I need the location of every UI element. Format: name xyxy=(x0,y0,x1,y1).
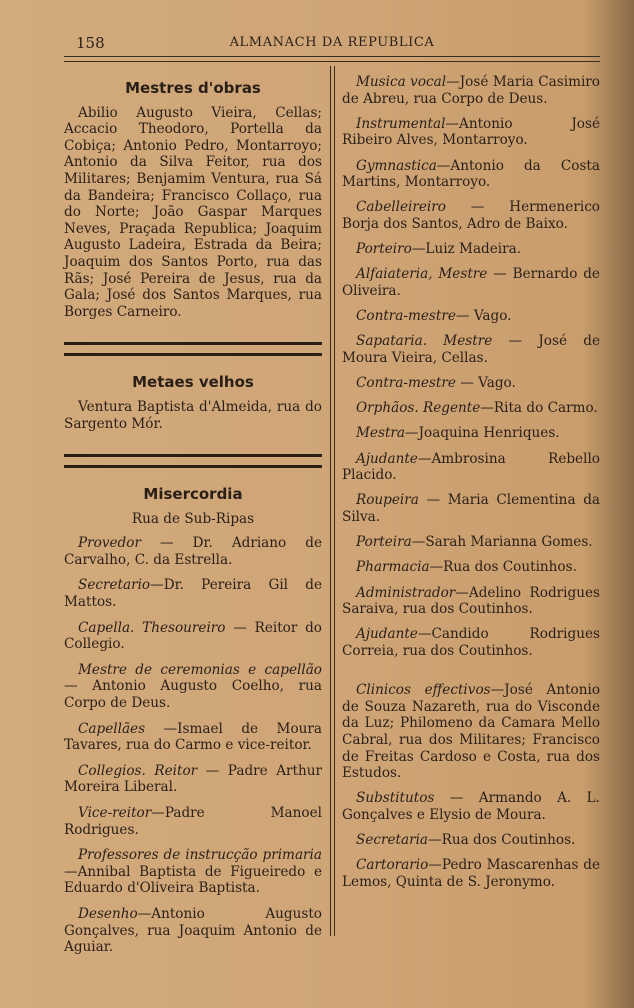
entry xyxy=(342,585,600,618)
entry-text: —Joaquina Henriques. xyxy=(405,425,560,442)
entry-role: Ajudante xyxy=(356,450,418,467)
entry-role: Substitutos xyxy=(356,790,435,807)
entry xyxy=(342,158,600,191)
section-separator xyxy=(64,342,322,356)
mestres-list: Abilio Augusto Vieira, Cellas; Accacio Theodoro, Portella da Cobiça; Antonio Pedro, Montarroyo; Antonio da Silva Feitor, rua dos Militares; Benjamim Ventura, rua Sá da Bandeira; Francisco Collaço, rua do Norte; João Gaspar Marques Neves, Praçada Republica; Joaquim Augusto Ladeira, Estrada da Beira; Joaquim dos Santos Porto, rua das Rãs; José Pereira de Jesus, rua da Gala; José dos Santos Marques, rua Borges Carneiro. xyxy=(64,104,322,320)
entry-role: Pharmacia xyxy=(356,559,430,576)
entry-text: —Ambrosina Rebello Placido. xyxy=(342,450,600,484)
entry-role: Administrador xyxy=(356,584,456,601)
entry xyxy=(64,535,322,568)
entry xyxy=(64,620,322,653)
section-heading-mestres: Mestres d'obras xyxy=(125,79,261,97)
entry-role: Desenho xyxy=(78,905,138,922)
entry-text: —Luiz Madeira. xyxy=(411,241,522,258)
entry-text: —José Antonio de Souza Nazareth, rua do Visconde da Luz; Philomeno da Camara Mello Cabral, rua dos Militares; Francisco de Freitas Cardoso e Costa, rua dos Estudos. xyxy=(342,682,601,782)
section-heading-metaes: Metaes velhos xyxy=(132,373,254,392)
entry-text: —Rua dos Coutinhos. xyxy=(428,832,576,849)
entry xyxy=(342,199,600,232)
entry-text: —Rua dos Coutinhos. xyxy=(429,559,577,576)
entry-role: Mestra xyxy=(356,425,406,442)
entry-role: Vice-reitor xyxy=(78,805,152,821)
entry xyxy=(342,451,600,484)
entry-role: Gymnastica xyxy=(356,157,437,174)
misericordia-entries xyxy=(64,535,322,955)
header-rule xyxy=(64,56,600,62)
entry-role: Cabelleireiro xyxy=(356,199,446,216)
metaes-text: Ventura Baptista d'Almeida, rua do Sargento Mór. xyxy=(64,398,322,432)
entry xyxy=(342,832,600,849)
entry-role: Orphãos. Regente xyxy=(356,400,481,417)
entry-text: — Padre Arthur Moreira Liberal. xyxy=(64,762,322,796)
entry-text: —Candido Rodrigues Correia, rua dos Coutinhos. xyxy=(342,626,600,659)
entry-role: Sapataria. Mestre xyxy=(356,333,493,350)
page-header xyxy=(64,32,600,54)
entry-role: Contra-mestre xyxy=(356,308,456,325)
entry-text: —Padre Manoel Rodrigues. xyxy=(64,805,322,838)
entry-role: Secretaria xyxy=(356,832,429,849)
entry-role: Collegios. Reitor xyxy=(78,762,198,779)
entry xyxy=(342,790,600,823)
entry-text: — José de Moura Vieira, Cellas. xyxy=(342,333,600,366)
entry-role: Clinicos effectivos xyxy=(356,682,491,699)
entry xyxy=(342,492,600,525)
entry xyxy=(342,333,600,366)
entry-role: Musica vocal xyxy=(356,74,447,90)
staff-entries xyxy=(342,74,600,890)
entry-text: — Armando A. L. Gonçalves e Elysio de Moura. xyxy=(342,790,600,823)
entry xyxy=(342,534,600,551)
entry-text: —Rita do Carmo. xyxy=(480,400,598,417)
entry xyxy=(342,425,600,442)
entry xyxy=(342,266,600,299)
entry xyxy=(342,626,600,659)
entry-text: —Antonio José Ribeiro Alves, Montarroyo. xyxy=(342,115,600,149)
entry xyxy=(64,721,322,754)
entry-role: Porteiro xyxy=(356,241,412,258)
entry-role: Porteira xyxy=(356,534,412,551)
entry xyxy=(342,241,600,258)
entry-role: Instrumental xyxy=(356,115,446,132)
entry xyxy=(342,559,600,576)
entry xyxy=(342,116,600,149)
entry-text: — Vago. xyxy=(455,375,516,392)
entry-text: —Antonio Augusto Gonçalves, rua Joaquim Antonio de Aguiar. xyxy=(64,905,322,956)
entry-role: Alfaiateria, Mestre xyxy=(356,266,488,283)
page-number: 158 xyxy=(76,34,105,52)
entry-text: —José Maria Casimiro de Abreu, rua Corpo de Deus. xyxy=(342,74,600,107)
entry-role: Capella. Thesoureiro xyxy=(78,619,226,636)
running-title: ALMANACH DA REPUBLICA xyxy=(229,35,435,50)
entry xyxy=(64,906,322,956)
entry-role: Provedor xyxy=(78,535,141,552)
entry-text: —Sarah Marianna Gomes. xyxy=(411,534,593,551)
entry-text: —Annibal Baptista de Figueiredo e Eduardo d'Oliveira Baptista. xyxy=(64,863,322,897)
entry-role: Mestre de ceremonias e capellão xyxy=(78,661,322,678)
entry-role: Roupeira xyxy=(356,492,419,509)
section-separator xyxy=(64,454,322,468)
entry xyxy=(64,662,322,712)
left-column xyxy=(64,74,322,965)
entry-role: Contra-mestre xyxy=(356,375,456,392)
entry-text: — Vago. xyxy=(455,308,512,325)
entry-role: Capellães xyxy=(78,720,146,737)
entry xyxy=(342,375,600,392)
right-column xyxy=(342,74,600,899)
entry-text: —Dr. Pereira Gil de Mattos. xyxy=(64,577,322,611)
column-divider xyxy=(330,66,335,936)
misericordia-address: Rua de Sub-Ripas xyxy=(131,510,255,527)
entry-text: —Ismael de Moura Tavares, rua do Carmo e vice-reitor. xyxy=(64,720,322,754)
entry-role: Secretario xyxy=(78,577,151,594)
entry xyxy=(342,400,600,417)
entry xyxy=(64,577,322,610)
entry-role: Cartorario xyxy=(356,857,429,874)
entry-text: — Antonio Augusto Coelho, rua Corpo de Deus. xyxy=(64,678,322,712)
entry-role: Professores de instrucção primaria xyxy=(78,847,322,864)
entry xyxy=(342,308,600,325)
spacer xyxy=(342,668,600,682)
entry xyxy=(342,857,600,890)
section-heading-misericordia: Misercordia xyxy=(143,485,243,504)
entry-text: —Pedro Mascarenhas de Lemos, Quinta de S. Jeronymo. xyxy=(342,857,600,890)
entry-text: —Adelino Rodrigues Saraiva, rua dos Coutinhos. xyxy=(342,584,600,618)
entry-text: — Hermenerico Borja dos Santos, Adro de Baixo. xyxy=(342,199,600,232)
entry-text: — Maria Clementina da Silva. xyxy=(342,492,600,525)
entry-text: — Dr. Adriano de Carvalho, C. da Estrella. xyxy=(64,535,322,568)
entry xyxy=(342,682,600,782)
entry xyxy=(64,847,322,897)
entry-text: —Antonio da Costa Martins, Montarroyo. xyxy=(342,157,600,191)
entry-text: — Reitor do Collegio. xyxy=(64,619,322,653)
entry xyxy=(64,805,322,838)
entry xyxy=(64,763,322,796)
entry xyxy=(342,74,600,107)
entry-role: Ajudante xyxy=(356,626,418,643)
entry-text: — Bernardo de Oliveira. xyxy=(342,266,600,299)
